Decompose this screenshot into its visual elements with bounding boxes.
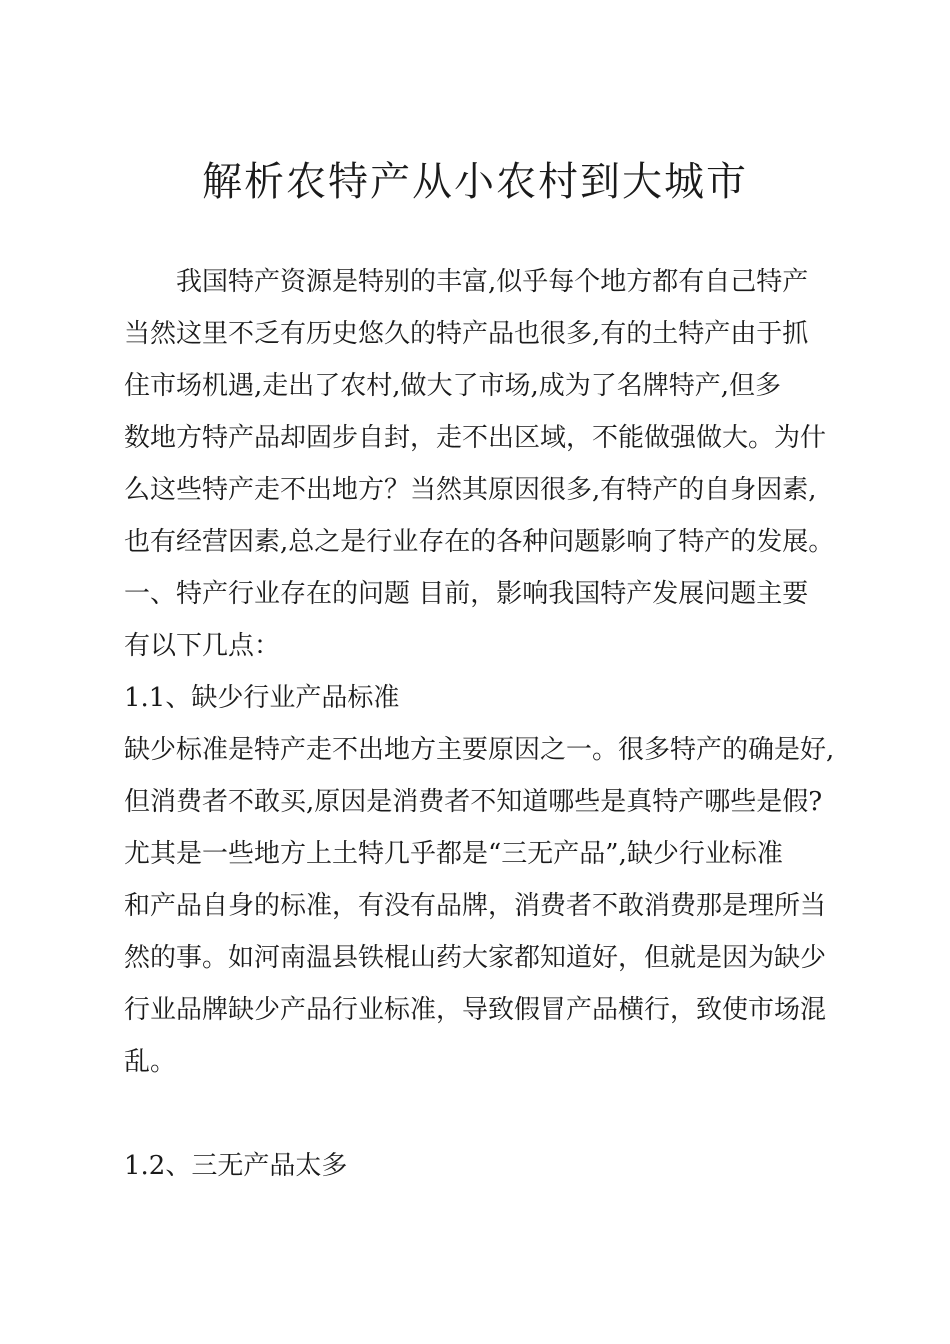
paragraph-line: 有以下几点： bbox=[124, 631, 281, 661]
paragraph-line: 当然这里不乏有历史悠久的特产品也很多,有的土特产由于抓 bbox=[124, 319, 809, 349]
paragraph-line: 行业品牌缺少产品行业标准，导致假冒产品横行，致使市场混 bbox=[124, 995, 827, 1025]
paragraph-line: 尤其是一些地方上土特几乎都是“三无产品”,缺少行业标准 bbox=[124, 839, 783, 869]
paragraph-line: 缺少标准是特产走不出地方主要原因之一。很多特产的确是好, bbox=[124, 735, 835, 765]
paragraph-line: 和产品自身的标准，有没有品牌，消费者不敢消费那是理所当 bbox=[124, 891, 827, 921]
document-title: 解析农特产从小农村到大城市 bbox=[202, 159, 748, 205]
paragraph-line: 但消费者不敢买,原因是消费者不知道哪些是真特产哪些是假? bbox=[124, 787, 823, 817]
paragraph-line: 么这些特产走不出地方？当然其原因很多,有特产的自身因素, bbox=[124, 475, 817, 505]
paragraph-line: 住市场机遇,走出了农村,做大了市场,成为了名牌特产,但多 bbox=[124, 371, 782, 401]
paragraph-line: 也有经营因素,总之是行业存在的各种问题影响了特产的发展。 bbox=[124, 527, 835, 557]
subsection-heading: 1.1、缺少行业产品标准 bbox=[124, 683, 400, 713]
section-heading-line: 一、特产行业存在的问题 目前，影响我国特产发展问题主要 bbox=[124, 579, 809, 609]
paragraph-line: 乱。 bbox=[124, 1047, 177, 1077]
paragraph-line: 然的事。如河南温县铁棍山药大家都知道好，但就是因为缺少 bbox=[124, 943, 827, 973]
subsection-heading: 1.2、三无产品太多 bbox=[124, 1151, 348, 1181]
paragraph-line: 数地方特产品却固步自封，走不出区域，不能做强做大。为什 bbox=[124, 423, 827, 453]
paragraph-line: 我国特产资源是特别的丰富,似乎每个地方都有自己特产 bbox=[176, 267, 809, 297]
